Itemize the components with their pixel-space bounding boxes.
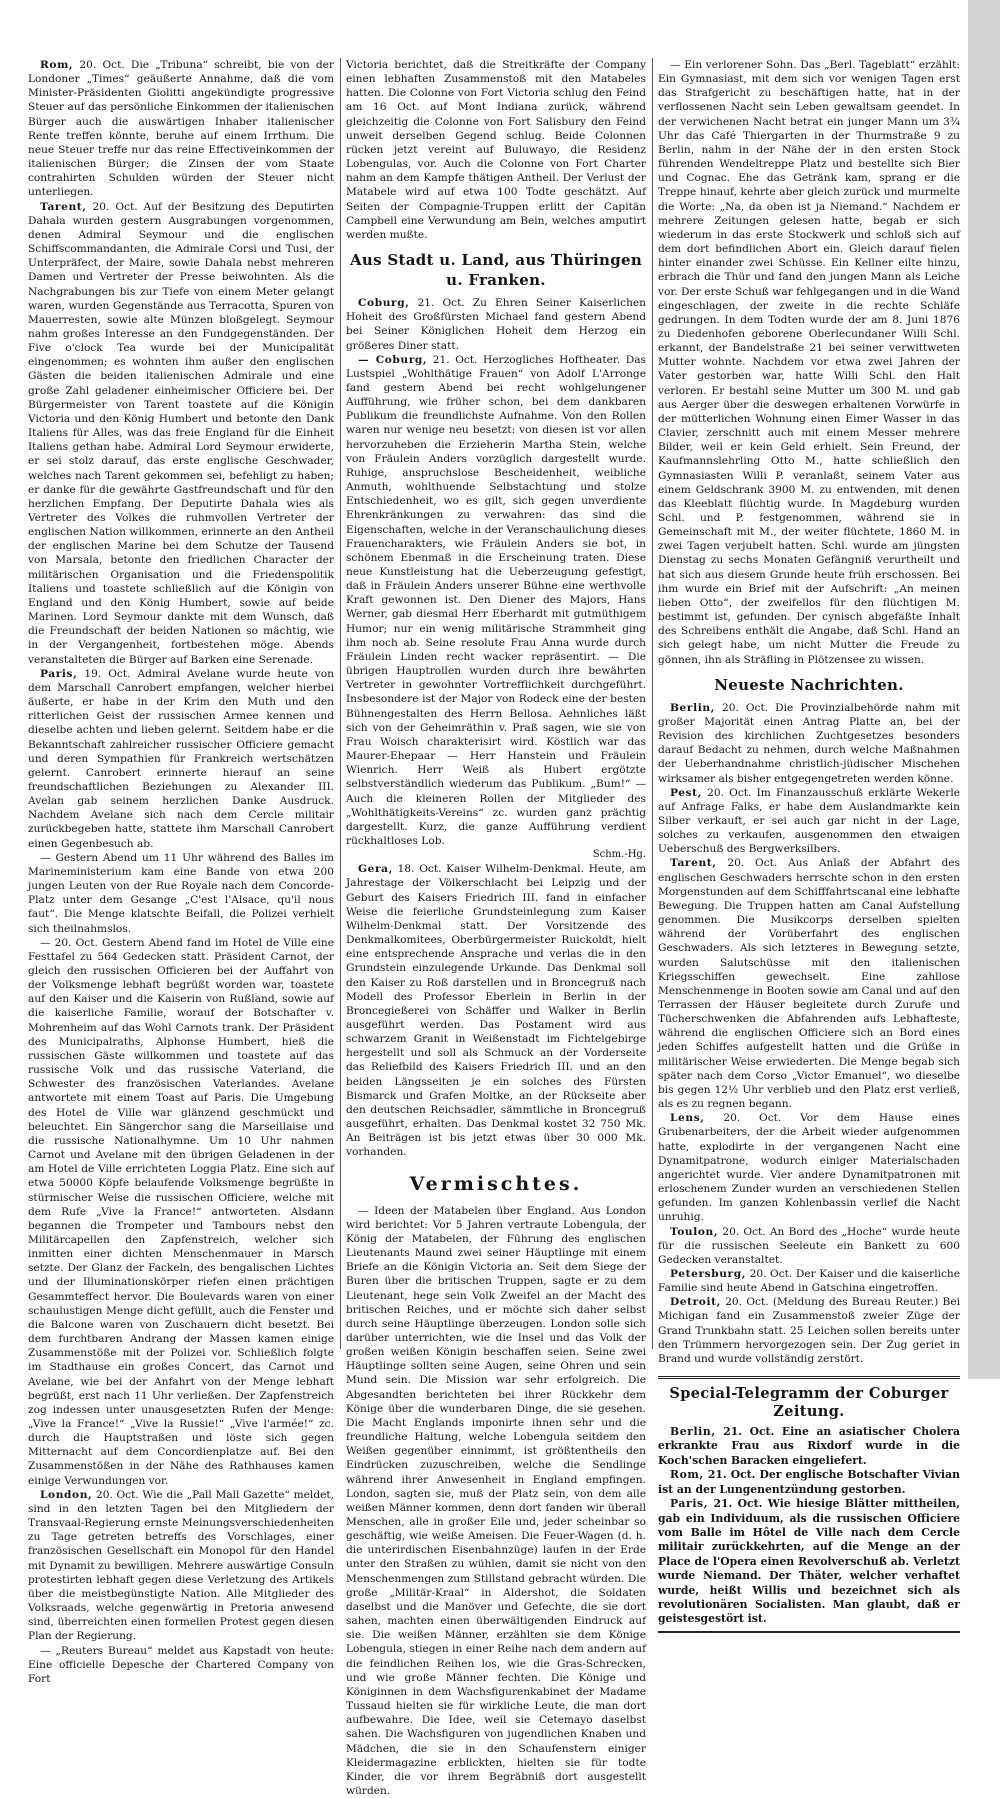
paragraph-text: 20. Oct. Die Provinzialbehörde nahm mit großer Majorität einen Antrag Platte an, bei der Revision des kirchlichen Zuchtgesetzes besonders darauf Bedacht zu nehmen, durch welche Maßnahmen der Ueberhandnahme christlich-jüdischer Mischehen wirksamer als bisher entgegengetreten werden könne. bbox=[658, 701, 960, 785]
dateline-place: Petersburg, bbox=[670, 1267, 746, 1280]
article-paragraph bbox=[28, 1644, 334, 1686]
article-paragraph bbox=[658, 1468, 960, 1497]
column-rule-1 bbox=[340, 58, 341, 1349]
paragraph-text: 20. Oct. (Meldung des Bureau Reuter.) Bei Michigan fand ein Zusammenstoß zweier Züge der Grand Trunkbahn statt. 25 Leichen sollen bereits unter den Trümmern hervorgezogen sein. Der Zug geriet in Brand und wurde vollständig zerstört. bbox=[658, 1296, 960, 1365]
dateline-place: — Coburg, bbox=[358, 353, 428, 366]
paragraph-text: 20. Oct. Auf der Besitzung des Deputirten Dahala wurden gestern Ausgrabungen vorgenommen, denen Admiral Seymour und die englischen Schiffscommandanten, die Admirale Corsi und Tusi, der Unterpräfect, der Maire, sowie Dahala nebst mehreren Damen und Vertreter der Presse beiwohnten. Als die Nachgrabungen bis zur Tiefe von einem Meter gelangt waren, wurden Gegenstände aus Terracotta, Spuren von Mauerresten, sowie alte Münzen bloßgelegt. Seymour nahm großes Interesse an den Fundgegenständen. Der Five o'clock Tea wurde bei der Municipalität eingenommen; es wohnten ihm außer den englischen Gästen die beiden italienischen Admirale und eine große Zahl geladener einheimischer Officiere bei. Der Bürgermeister von Tarent toastete auf die Königin Victoria und den König Humbert und betonte den Dank Italiens für Alles, was das freie England für die Einheit Italiens gethan habe. Admiral Lord Seymour erwiderte, er sei stolz darauf, das erste englische Geschwader, welches nach Tarent gekommen sei, befehligt zu haben; er danke für die gewährte Gastfreundschaft und für den herzlichen Empfang. Der Deputirte Dahala wies als Vertreter des Volkes die ruhmvollen Vertreter der englischen Nation willkommen, erinnerte an den Antheil der englischen Marine bei dem Schutze der Tausend von Marsala, betonte den friedlichen Character der militärischen Organisation und die Friedenspolitik Italiens und toastete schließlich auf die Königin von England und den König Humbert, sowie auf beide Marinen. Lord Seymour dankte mit dem Wunsch, daß die Freundschaft der beiden Nationen so mächtig, wie in der Vergangenheit, fortbestehen möge. Abends veranstalteten die Bürger auf Barken eine Serenade. bbox=[28, 200, 334, 666]
continued-paragraph: Victoria berichtet, daß die Streitkräfte der Company einen lebhaften Zusammenstoß mit den Matabeles hatten. Die Colonne von Fort Victoria schlug den Feind am 16 Oct. auf Mont Indiana zurück, während gleichzeitig die Colonne von Fort Salisbury den Feind unweit derselben Gegend schlug. Beide Colonnen rücken jetzt vereint auf Buluwayo, die Residenz Lobengulas, vor. Auch die Colonne von Fort Charter nahm an dem Kampfe thätigen Antheil. Der Verlust der Matabele wird auf etwa 100 Todte geschätzt. Auf Seiten der Compagnie-Truppen erlitt der Capitän Campbell eine Verwundung am Bein, welches amputirt werden mußte. bbox=[346, 59, 646, 241]
paragraph-text: 18. Oct. Kaiser Wilhelm-Denkmal. Heute, am Jahrestage der Völkerschlacht bei Leipzig und der Geburt des Kaisers Friedrich III. fand in einfacher Weise die feierliche Grundsteinlegung zum Kaiser Wilhelm-Denkmal statt. Der Vorsitzende des Denkmalkomitees, Oberbürgermeister Ruickoldt, hielt eine entsprechende Ansprache und verlas die in den Grundstein einzulegende Urkunde. Das Denkmal soll den Kaiser zu Roß darstellen und in Broncegruß nach Modell des Professor Eberlein in Berlin in der Broncegießerei von Schäffer und Walker in Berlin ausgeführt werden. Das Postament wird aus schwarzem Granit in Weißenstadt im Fichtelgebirge hergestellt und soll als Schmuck an der Vorderseite das Reliefbild des Kaisers Friedrich III. und an den beiden Längsseiten je ein solches des Fürsten Bismarck und Grafen Moltke, an der Rückseite aber den deutschen Reichsadler, sämmtliche in Broncegruß ausgeführt, erhalten. Das Denkmal kostet 32 750 Mk. An Beiträgen ist bis jetzt etwas über 30 000 Mk. vorhanden. bbox=[346, 863, 646, 1159]
paragraph-text: — Ein verlorener Sohn. Das „Berl. Tageblatt“ erzählt: Ein Gymnasiast, mit dem sich vor wenigen Tagen erst das Strafgericht zu beschäftigen hatte, hat in der verflossenen Nacht sein Leben gewaltsam geendet. In der verwichenen Nacht betrat ein junger Mann um 3¾ Uhr das Café Thiergarten in der Thurmstraße 9 zu Berlin, nahm in der Nähe der in den ersten Stock führenden Wendeltreppe Platz und bestellte sich Bier und Cognac. Ehe das Getränk kam, sprang er die Treppe hinauf, kehrte aber gleich zurück und murmelte die Worte: „Na, da oben ist ja Niemand.“ Nachdem er mehrere Zeitungen gelesen hatte, begab er sich wiederum in das erste Stockwerk und schloß sich auf dem dort befindlichen Abort ein. Gleich darauf fielen hinter einander zwei Schüsse. Ein Kellner eilte hinzu, erbrach die Thür und fand den jungen Mann als Leiche vor. Der erste Schuß war fehlgegangen und in die Wand eingeschlagen, der zweite in die rechte Schläfe gedrungen. In dem Todten wurde der am 8. Juni 1876 zu Diedenhofen geborene Oberlecundaner Willi Schl. erkannt, der Bandelstraße 21 bei seiner verwittweten Mutter wohnte. Nachdem vor etwa zwei Jahren der Vater gestorben war, hatte Willi Schl. den Halt verloren. Er bestahl seine Mutter um 300 M. und gab aus Aerger über die deswegen erhaltenen Vorwürfe in der mütterlichen Wohnung einen Eimer Wasser in das Clavier, zerschnitt auch mit einem Messer mehrere Bilder, weil er kein Geld erhielt. Sein Freund, der Kaufmannslehrling Otto M., hatte schließlich den Gymnasiasten Willi P. veranlaßt, seinem Vater aus einem Geldschrank 3900 M. zu entwenden, mit denen das Kleeblatt flüchtig wurde. In Magdeburg wurden Schl. und P. festgenommen, während sie in Gemeinschaft mit M., der weiter flüchtete, 1860 M. in zwei Tagen verjubelt hatten. Schl. wurde am jüngsten Dienstag zu sechs Monaten Gefängniß verurtheilt und hat sich aus diesem Grunde heute früh erschossen. Bei ihm wurde ein Brief mit der Aufschrift: „An meinen lieben Otto“, der zweifellos für den flüchtigen M. bestimmt ist, gefunden. Der cynisch abgefaßte Inhalt des Schreibens enthält die Angabe, daß Schl. Hand an sich gelegt habe, um nicht Mutter die Freude zu gönnen, ihn als Sträfling in Plötzensee zu wissen. bbox=[658, 59, 960, 666]
article-paragraph bbox=[346, 862, 646, 1159]
dateline-place: Berlin, bbox=[670, 701, 715, 714]
article-paragraph bbox=[658, 1497, 960, 1627]
dateline-place: Rom, bbox=[40, 59, 74, 71]
article-paragraph bbox=[346, 353, 646, 848]
dateline-place: Gera, bbox=[358, 863, 393, 876]
dateline-place: Paris, bbox=[670, 1497, 709, 1511]
page-edge-right bbox=[968, 0, 1000, 1379]
paragraph-text: 20. Oct. An Bord des „Hoche“ wurde heute für die russischen Seeleute ein Bankett zu 600 Gedecken veranstaltet. bbox=[658, 1225, 960, 1266]
paragraph-text: 21. Oct. Wie hiesige Blätter mittheilen, gab ein Individuum, als die russischen Officiere vom Balle im Hôtel de Ville nach dem Cercle militair zurückkehrten, auf die Menge an der Place de l'Opera einen Revolverschuß ab. Verletzt wurde Niemand. Der Thäter, welcher verhaftet wurde, heißt Willis und bezeichnet sich als revolutionären Socialisten. Man glaubt, daß er geistesgestört ist. bbox=[658, 1497, 960, 1626]
paragraph-text: — „Reuters Bureau“ meldet aus Kapstadt von heute: Eine officielle Depesche der Chartered Company von Fort bbox=[28, 1644, 334, 1685]
dateline-place: Rom, bbox=[670, 1468, 704, 1482]
article-paragraph bbox=[28, 936, 334, 1488]
paragraph-text: 20. Oct. Wie die „Pall Mall Gazette“ meldet, sind in den letzten Tagen bei den Mitgliedern der Transvaal-Regierung ernste Meinungsverschiedenheiten zu Tage getreten betreffs des Vorschlages, einer französischen Gesellschaft ein Monopol für den Handel mit Dynamit zu bewilligen. Mehrere auswärtige Consuln protestirten lebhaft gegen diese Verletzung des Artikels über die meistbegünstigte Nation. Alle Mitglieder des Volksraads, welche gegenwärtig in Pretoria anwesend sind, überreichten einen formellen Protest gegen diesen Plan der Regierung. bbox=[28, 1488, 334, 1643]
article-paragraph bbox=[28, 667, 334, 851]
dateline-place: Lens, bbox=[670, 1112, 705, 1125]
article-paragraph bbox=[658, 1225, 960, 1267]
paragraph-text: 20. Oct. Der Kaiser und die kaiserliche Familie sind heute Abend in Gatschina eingetroffen. bbox=[658, 1267, 960, 1295]
article-paragraph bbox=[658, 1295, 960, 1366]
paragraph-text: 20. Oct. Die „Tribuna“ schreibt, bie von der Londoner „Times“ geäußerte Annahme, daß die vom Minister-Präsidenten Giolitti angekündigte progressive Steuer auf das persönliche Einkommen der italienischen Bürger auch die auswärtigen Inhaber italienischer Rente treffen könnte, beruhe auf einem Irrthum. Die neue Steuer treffe nur das reine Effectiveinkommen der italienischen Bürger; die Zinsen der vom Staate contrahirten Schulden würden der Steuer nicht unterliegen. bbox=[28, 59, 334, 199]
article-paragraph bbox=[658, 701, 960, 786]
paragraph-text: — Ideen der Matabelen über England. Aus London wird berichtet: Vor 5 Jahren vertraute Lobengula, der König der Matabelen, der Führung des englischen Lieutenants Maund zwei seiner Häuptlinge mit einem Briefe an die Königin Victoria an. Seit dem Siege der Buren über die britischen Truppen, sagte er zu dem Lieutenant, hege sein Volk Zweifel an der Macht des britischen Reiches, und er möchte sich daher selbst durch seine Häuptlinge überzeugen. London solle sich darüber unterrichten, wie die Insel und das Volk der großen weißen Königin beschaffen seien. Seine zwei Häuptlinge sollten seine Augen, seine Ohren und sein Mund sein. Die Mission war sehr erfolgreich. Die Abgesandten berichteten bei ihrer Rückkehr dem Könige über die wunderbaren Dinge, die sie gesehen. Die Macht Englands imponirte ihnen sehr und die freundliche Haltung, welche Lobengula seitdem den Weißen gegenüber einnimmt, ist größtentheils den Eindrücken zuzuschreiben, welche die Sendlinge während ihrer Anwesenheit in England empfingen. London, sagten sie, muß der Platz sein, von dem alle weißen Männer kommen, denn dort fanden wir überall Menschen, alle in großer Eile und, jeder scheinbar so geschäftig, wie weiße Ameisen. Die Feuer-Wagen (d. h. die unterirdischen Eisenbahnzüge) laufen in der Erde unter den Straßen zu wühlen, damit sie nicht von den Menschenmengen zum Stillstand gebracht würden. Die große „Militär-Kraal“ in Aldershot, die Soldaten daselbst und die Manöver und Gefechte, die sie dort sahen, machten einen überwältigenden Eindruck auf sie. Die weißen Männer, erzählten sie dem Könige Lobengula, stiegen in einer Reihe nach dem andern auf die feindlichen Reihen los, wie die Gras-Schrecken, und wie große Männer fechten. Die Könige und Königinnen in dem Wachsfigurenkabinet der Madame Tussaud hielten sie für wirkliche Leute, die man dort aufbewahre. Die Idee, weil sie Cetemayo daselbst sahen. Die Wachsfiguren von jugendlichen Knaben und Mädchen, die sie in den Schaufenstern einiger Kleidermagazine erblickten, hielten sie für todte Kinder, die vor ihrem Begräbniß dort ausgestellt würden. bbox=[346, 1204, 646, 1797]
article-paragraph bbox=[658, 58, 960, 667]
dateline-place: Coburg, bbox=[358, 297, 410, 310]
paragraph-text: 21. Oct. Zu Ehren Seiner Kaiserlichen Hoheit des Großfürsten Michael fand gestern Abend bei Seiner Königlichen Hoheit dem Herzog ein größeres Diner statt. bbox=[346, 297, 646, 352]
paragraph-text: 20. Oct. Aus Anlaß der Abfahrt des englischen Geschwaders herrschte schon in den ersten Morgenstunden auf dem Schifffahrtscanal eine lebhafte Bewegung. Die Truppen hatten am Canal Aufstellung genommen. Die Musikcorps derselben spielten während der Vorüberfahrt des englischen Geschwaders. Als sich letzteres in Bewegung setzte, wurden Salutschüsse mit den italienischen Kriegsschiffen gewechselt. Eine zahllose Menschenmenge in Booten sowie am Canal und auf den Terrassen der Häuser begleitete durch Zurufe und Tücherschwenken die Abfahrenden aufs Lebhafteste, während die englischen Officiere sich an Bord eines jeden Schiffes aufgestellt hatten und die Grüße in militärischer Weise erwiederten. Die Menge begab sich später nach dem Corso „Victor Emanuel“, wo dieselbe bis gegen 12½ Uhr verblieb und den Platz erst verließ, als es zu regnen begann. bbox=[658, 857, 960, 1111]
special-telegram-box bbox=[658, 1376, 960, 1633]
paragraph-text: 21. Oct. Der englische Botschafter Vivian ist an der Lungenentzündung gestorben. bbox=[658, 1468, 960, 1496]
article-paragraph bbox=[28, 200, 334, 667]
author-signature: Schm.-Hg. bbox=[592, 849, 646, 861]
paragraph-text: — Gestern Abend um 11 Uhr während des Balles im Marineministerium kam eine Bande von etwa 200 jungen Leuten von der Rue Royale nach dem Concorde-Platz unter dem Gesange „C'est l'Alsace, qu'il nous faut“. Die Menge klatschte Beifall, die Polizei verhielt sich theilnahmslos. bbox=[28, 851, 334, 935]
article-paragraph bbox=[346, 296, 646, 353]
article-paragraph bbox=[658, 1111, 960, 1224]
paragraph-text: 21. Oct. Herzogliches Hoftheater. Das Lustspiel „Wohlthätige Frauen“ von Adolf L'Arronge fand gestern Abend bei recht wohlgelungener Aufführung, wie früher schon, bei dem dankbaren Publikum die freundlichste Aufnahme. Von den Rollen waren nur wenige neu besetzt: von diesen ist vor allen hervorzuheben die Erzieherin Martha Stein, welche von Fräulein Anders vorzüglich dargestellt wurde. Ruhige, anspruchslose Bescheidenheit, weibliche Anmuth, wohlthuende Selbstachtung und stolze Entschiedenheit, wo es gilt, sich gegen unverdiente Ehrenkränkungen zu verwahren: das sind die Eigenschaften, welche in der Veranschaulichung dieses Frauencharakters, wie Fräulein Anders sie bot, in schönem Ebenmaß in die Erscheinung traten. Diese neue Kunstleistung hat die Ueberzeugung gefestigt, daß in Fräulein Anders unserer Bühne eine werthvolle Kraft gewonnen ist. Den Diener des Majors, Hans Werner, gab diesmal Herr Eberhardt mit gutmüthigem Humor; nur ein wenig militärische Strammheit ging ihm noch ab. Seine resolute Frau Anna wurde durch Fräulein Linden recht wacker repräsentirt. — Die übrigen Hauptrollen wurden durch ihre bewährten Vertreter in gewohnter Vortrefflichkeit durchgeführt. Insbesondere ist der Major von Rodeck eine der besten Bühnengestalten des Herrn Bellosa. Aehnliches läßt sich von der Geheimräthin v. Praß sagen, wie sie von Frau Woisch charakterisirt wird. Köstlich war das Maurer-Ehepaar — Herr Hanstein und Fräulein Wienrich. Herr Weiß als Hubert ergötzte selbstverständlich wiederum das Publikum. „Bum!“ — Auch die kleineren Rollen der Mitglieder des „Wohlthätigkeits-Vereins“ zc. wurden ganz prächtig dargestellt. Kurz, die ganze Aufführung verdient rückhaltloses Lob. bbox=[346, 353, 646, 847]
dateline-place: Tarent, bbox=[670, 857, 717, 870]
paragraph-text: 19. Oct. Admiral Avelane wurde heute von dem Marschall Canrobert empfangen, welcher hierbei äußerte, er habe in der Krim den Muth und den ritterlichen Geist der russischen Armee kennen und dieselbe achten und lieben gelernt. Seitdem habe er die Bekanntschaft zahlreicher russischer Officiere gemacht und deren Sympathien für Frankreich wertschätzen gelernt. Canrobert erinnerte hierauf an seine freundschaftlichen Beziehungen zu Alexander III. Avelan gab seinem herzlichen Danke Ausdruck. Nachdem Avelane sich nach dem Cercle militair zurückbegeben hatte, stattete ihm Marschall Canrobert einen Gegenbesuch ab. bbox=[28, 667, 334, 850]
telegram-heading: Special-Telegramm der Coburger Zeitung. bbox=[669, 1385, 949, 1421]
paragraph-text: 20. Oct. Im Finanzausschuß erklärte Wekerle auf Anfrage Falks, er habe dem Auslandmarkte kein Silber verkauft, er sei auch gar nicht in der Lage, solches zu verkaufen, ausgenommen den etwaigen Ueberschuß des Bergwerksilbers. bbox=[658, 786, 960, 856]
article-paragraph bbox=[28, 851, 334, 936]
dateline-place: Detroit, bbox=[670, 1296, 721, 1309]
dateline-place: Berlin, bbox=[670, 1425, 716, 1439]
article-paragraph bbox=[28, 58, 334, 200]
article-paragraph bbox=[346, 1204, 646, 1798]
article-paragraph bbox=[658, 1267, 960, 1295]
article-paragraph bbox=[658, 786, 960, 857]
paragraph-text: 21. Oct. Eine an asiatischer Cholera erkrankte Frau aus Rixdorf wurde in die Koch'schen Baracken eingeliefert. bbox=[658, 1425, 960, 1467]
dateline-place: Paris, bbox=[40, 667, 78, 680]
column-rule-2 bbox=[652, 58, 653, 1349]
section-heading-misc: Vermischtes. bbox=[409, 1172, 583, 1195]
dateline-place: Toulon, bbox=[670, 1225, 719, 1238]
article-paragraph bbox=[28, 1488, 334, 1644]
dateline-place: Tarent, bbox=[40, 200, 87, 213]
column-1 bbox=[28, 58, 334, 1685]
paragraph-text: 20. Oct. Vor dem Hause eines Grubenarbeiters, der die Arbeit wieder aufgenommen hatte, explodirte in der vergangenen Nacht eine Dynamitpatrone, wodurch einiger Materialschaden angerichtet wurde. Vier andere Dynamitpatronen mit erloschenem Zunder wurden an verschiedenen Stellen gefunden. Im ganzen Kohlenbassin verlief die Nacht unruhig. bbox=[658, 1112, 960, 1224]
section-heading-local: Aus Stadt u. Land, aus Thüringen u. Franken. bbox=[349, 251, 643, 290]
article-paragraph bbox=[658, 856, 960, 1111]
article-paragraph bbox=[658, 1425, 960, 1468]
column-3 bbox=[658, 58, 960, 1626]
paragraph-text: — 20. Oct. Gestern Abend fand im Hotel de Ville eine Festtafel zu 564 Gedecken statt. Präsident Carnot, der gleich den russischen Officieren bei der Auffahrt von der Volksmenge lebhaft begrüßt worden war, toastete auf den Kaiser und die Kaiserin von Rußland, sowie auf die kaiserliche Familie, worauf der Botschafter v. Mohrenheim auf das Wohl Carnots trank. Der Präsident des Municipalraths, Alphonse Humbert, hieß die russischen Gäste willkommen und toastete auf das russische Volk und das russische Vaterland, die Schwester des französischen Vaterlandes. Avelane antwortete mit einem Toast auf Paris. Die Umgebung des Hotel de Ville war glänzend geschmückt und beleuchtet. Ein Sängerchor sang die Marseillaise und die russische Nationalhymne. Um 10 Uhr nahmen Carnot und Avelane mit den übrigen Geladenen in der am Hotel de Ville errichteten Loggia Platz. Eine sich auf etwa 50000 Köpfe belaufende Volksmenge begrüßte in stürmischer Weise die russischen Officiere, welche mit dem Rufe „Vive la France!“ antworteten. Alsdann begannen die Trompeter und Tambours nebst den Militärcapellen den Zapfenstreich, welcher sich inmitten einer dichten Menschenmauer in Marsch setzte. Der Glanz der Fackeln, des bengalischen Lichtes und der Illuminationskörper riefen einen prächtigen Gesammteffect hervor. Die Boulevards waren von einer schaulustigen Menge dicht gefüllt, auch die Fenster und die Balcone waren von Zuschauern dicht besetzt. Bei dem furchtbaren Andrang der Massen kamen einige Zusammenstöße mit der Polizei vor. Schließlich folgte im Stadthause ein großes Concert, das Carnot und Avelane, wie bei der Anfahrt von der Menge lebhaft begrüßt, erst nach 11 Uhr verließen. Der Zapfenstreich zog indessen unter unausgesetzten Rufen der Menge: „Vive la France!“ „Vive la Russie!“ „Vive l'armée!“ zc. durch die Hauptstraßen und löste sich gegen Mitternacht auf dem Concordienplatze auf. Bei den Zusammenstößen in der Nähe des Rathhauses kamen einige Verwundungen vor. bbox=[28, 936, 334, 1487]
section-heading-news: Neueste Nachrichten. bbox=[714, 675, 904, 694]
dateline-place: Pest, bbox=[670, 786, 702, 799]
dateline-place: London, bbox=[40, 1488, 93, 1501]
column-2 bbox=[346, 58, 646, 1797]
